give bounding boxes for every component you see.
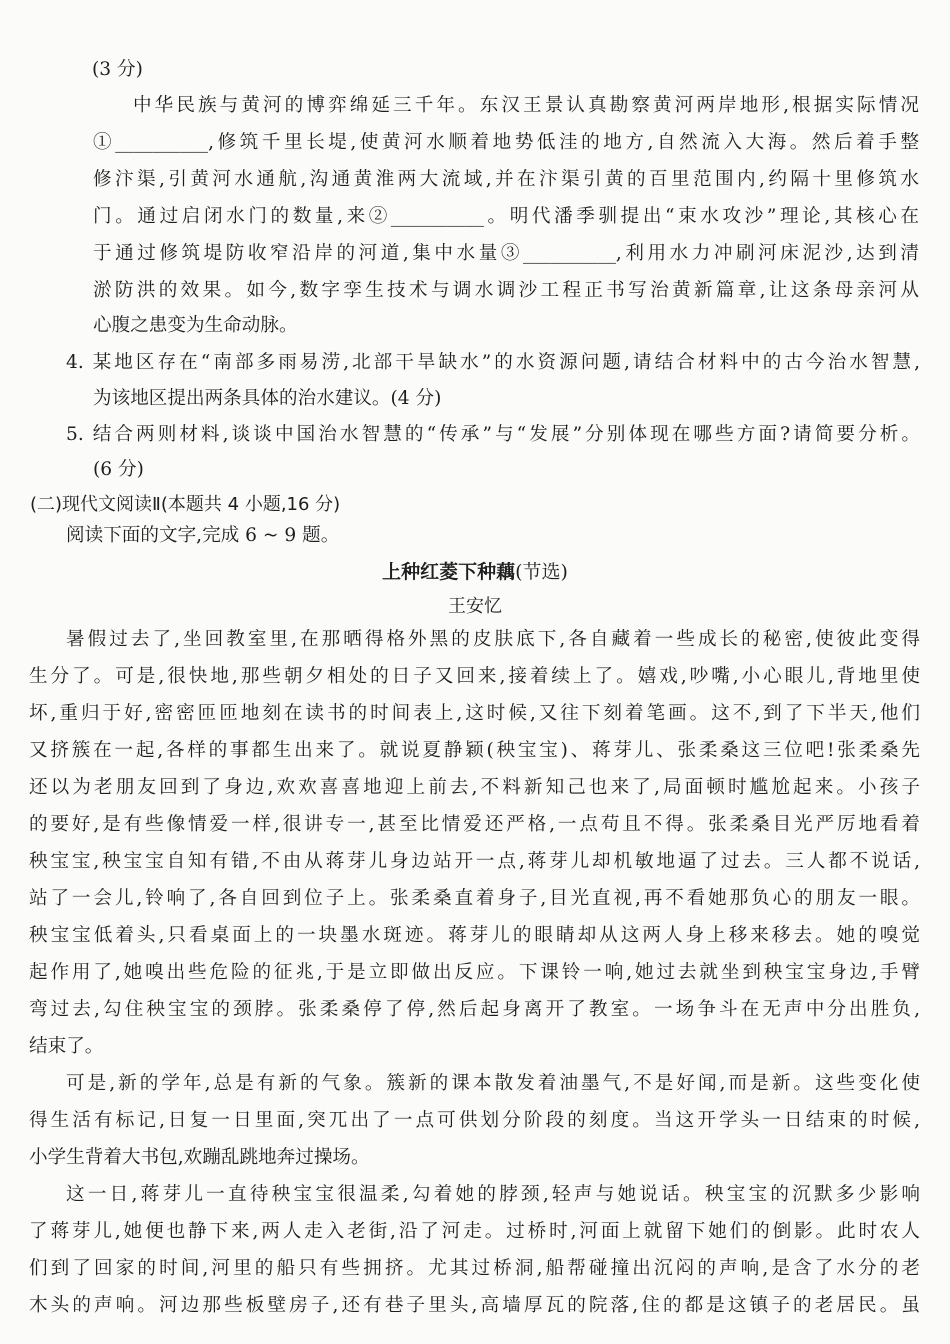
article-line: 们到了回家的时间,河里的船只有些拥挤。尤其过桥洞,船帮碰撞出沉闷的声响,是含了水分的老 [29, 1258, 920, 1279]
question-4: 4. 某地区存在“南部多雨易涝,北部干旱缺水”的水资源问题,请结合材料中的古今治水智慧, [66, 352, 920, 373]
passage1-line: 中华民族与黄河的博弈绵延三千年。东汉王景认真勘察黄河两岸地形,根据实际情况 [133, 95, 919, 116]
passage1-line: 修汴渠,引黄河水通航,沟通黄淮两大流域,并在汴渠引黄的百里范围内,约隔十里修筑水 [93, 169, 919, 190]
article-line: 站了一会儿,铃响了,各自回到位子上。张柔桑直着身子,目光直视,再不看她那负心的朋友一眼。 [29, 888, 920, 909]
article-line: 的要好,是有些像情爱一样,很讲专一,甚至比情爱还严格,一点苟且不得。张柔桑目光严厉地看着 [29, 814, 920, 835]
section-heading: (二)现代文阅读Ⅱ(本题共 4 小题,16 分) [30, 494, 341, 515]
article-line: 木头的声响。河边那些板壁房子,还有巷子里头,高墙厚瓦的院落,住的都是这镇子的老居民。虽 [29, 1295, 920, 1316]
article-line: 暑假过去了,坐回教室里,在那晒得格外黑的皮肤底下,各自藏着一些成长的秘密,使彼此变得 [66, 629, 920, 650]
article-line: 还以为老朋友回到了身边,欢欢喜喜地迎上前去,不料新知己也来了,局面顿时尴尬起来。小孩子 [29, 777, 920, 798]
passage1-line: 门。通过启闭水门的数量,来②__________。明代潘季驯提出“束水攻沙”理论,其核心在 [93, 206, 919, 227]
article-line: 秧宝宝低着头,只看桌面上的一块墨水斑迹。蒋芽儿的眼睛却从这两人身上移来移去。她的嗅觉 [29, 925, 920, 946]
passage1-score: (3 分) [92, 59, 143, 80]
article-line: 结束了。 [29, 1036, 104, 1057]
article-author: 王安忆 [448, 596, 502, 617]
article-line: 得生活有标记,日复一日里面,突兀出了一点可供划分阶段的刻度。当这开学头一日结束的时候, [29, 1110, 920, 1131]
passage1-line: 于通过修筑堤防收窄沿岸的河道,集中水量③__________,利用水力冲刷河床泥沙,达到清 [93, 243, 919, 264]
article-line: 弯过去,勾住秧宝宝的颈脖。张柔桑停了停,然后起身离开了教室。一场争斗在无声中分出胜负, [29, 999, 920, 1020]
article-line: 生分了。可是,很快地,那些朝夕相处的日子又回来,接着续上了。嬉戏,吵嘴,小心眼儿,背地里使 [29, 666, 920, 687]
article-line: 可是,新的学年,总是有新的气象。簇新的课本散发着油墨气,不是好闻,而是新。这些变化使 [66, 1073, 920, 1094]
question-5: 5. 结合两则材料,谈谈中国治水智慧的“传承”与“发展”分别体现在哪些方面?请简要分析。 [66, 424, 920, 445]
section-instruction: 阅读下面的文字,完成 6 ~ 9 题。 [66, 525, 340, 546]
passage1-line: 心腹之患变为生命动脉。 [93, 315, 298, 336]
article-title [0, 557, 950, 588]
article-line: 又挤簇在一起,各样的事都生出来了。就说夏静颖(秧宝宝)、蒋芽儿、张柔桑这三位吧!张柔桑先 [29, 740, 920, 761]
article-line: 起作用了,她嗅出些危险的征兆,于是立即做出反应。下课铃一响,她过去就坐到秧宝宝身边,手臂 [29, 962, 920, 983]
article-title-main: 上种红菱下种藕 [382, 561, 516, 583]
article-line: 这一日,蒋芽儿一直待秧宝宝很温柔,勾着她的脖颈,轻声与她说话。秧宝宝的沉默多少影响 [66, 1184, 920, 1205]
passage1-line: ①__________,修筑千里长堤,使黄河水顺着地势低洼的地方,自然流入大海。然后着手整 [93, 132, 919, 153]
article-line: 了蒋芽儿,她便也静下来,两人走入老街,沿了河走。过桥时,河面上就留下她们的倒影。此时农人 [29, 1221, 920, 1242]
question-4-cont: 为该地区提出两条具体的治水建议。(4 分) [93, 388, 442, 409]
article-title-note: (节选) [515, 561, 568, 583]
article-line: 秧宝宝,秧宝宝自知有错,不由从蒋芽儿身边站开一点,蒋芽儿却机敏地逼了过去。三人都不说话, [29, 851, 920, 872]
question-5-cont: (6 分) [93, 459, 144, 480]
article-line: 坏,重归于好,密密匝匝地刻在读书的时间表上,这时候,又往下刻着笔画。这不,到了下半天,他们 [29, 703, 920, 724]
passage1-line: 淤防洪的效果。如今,数字孪生技术与调水调沙工程正书写治黄新篇章,让这条母亲河从 [93, 280, 919, 301]
article-line: 小学生背着大书包,欢蹦乱跳地奔过操场。 [29, 1147, 370, 1168]
